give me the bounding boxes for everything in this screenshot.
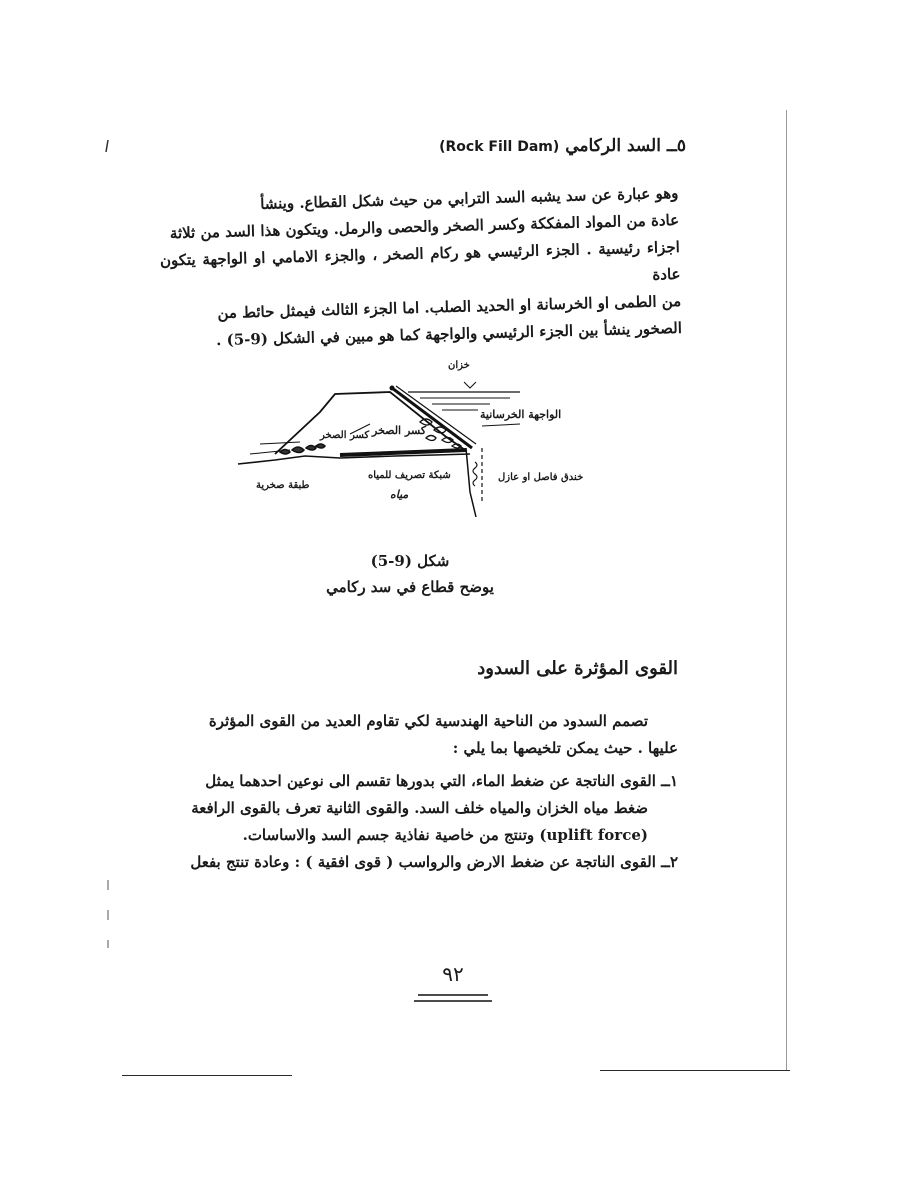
- label-drainage: شبكة تصريف للمياه: [368, 470, 451, 481]
- item1-line: ضغط مياه الخزان والمياه خلف السد. والقوى الثانية تعرف بالقوى الرافعة: [191, 799, 648, 817]
- label-concrete-face: الواجهة الخرسانية: [480, 408, 562, 421]
- label-handwritten-water: مياه: [390, 488, 409, 501]
- item1-line: ١ــ القوى الناتجة عن ضغط الماء، التي بدورها تقسم الى نوعين احدهما يمثل: [205, 772, 678, 790]
- section-paragraph: [158, 180, 682, 356]
- section-heading-english: (Rock Fill Dam): [439, 139, 560, 155]
- dam-diagram: [220, 352, 640, 527]
- intro-line: تصمم السدود من الناحية الهندسية لكي تقاوم العديد من القوى المؤثرة: [208, 712, 648, 730]
- intro-line: عليها . حيث يمكن تلخيصها بما يلي :: [452, 739, 678, 757]
- section-heading-title: السد الركامي: [565, 136, 661, 156]
- label-rock-layer: طبقة صخرية: [256, 480, 310, 491]
- caption-description: يوضح قطاع في سد ركامي: [326, 578, 494, 596]
- paragraph-line: اجزاء رئيسية . الجزء الرئيسي هو ركام الصخر ، والجزء الامامي او الواجهة يتكون عادة: [159, 237, 681, 284]
- caption-figure-number: شكل (9-5): [370, 552, 450, 570]
- scan-edge-bottom-left: [122, 1075, 292, 1076]
- label-reservoir: خزان: [448, 360, 470, 371]
- section-heading-number: ٥ــ: [666, 136, 686, 156]
- item1-line: (uplift force) وتنتج من خاصية نفاذية جسم السد والاساسات.: [242, 826, 648, 844]
- page-number-underline: [408, 991, 498, 1005]
- label-rock-fragments: كسر الصخر: [372, 424, 427, 437]
- forces-heading: القوى المؤثرة على السدود: [477, 658, 678, 679]
- scan-edge-bottom-right: [600, 1070, 790, 1071]
- scan-margin-marks: [104, 120, 112, 1020]
- paragraph-line: وهو عبارة عن سد يشبه السد الترابي من حيث شكل القطاع. وينشأ: [259, 183, 679, 213]
- scan-edge-right: [786, 110, 787, 1070]
- section-heading: [206, 136, 686, 156]
- page-number-value: ٩٢: [442, 962, 464, 986]
- paragraph-line: عادة من المواد المفككة وكسر الصخر والحصى والرمل. ويتكون هذا السد من ثلاثة: [169, 210, 680, 243]
- figure-caption: [280, 552, 540, 596]
- paragraph-line: من الطمى او الخرسانة او الحديد الصلب. اما الجزء الثالث فيمثل حائط من: [217, 291, 682, 323]
- dam-cross-section-figure: [220, 352, 640, 527]
- paragraph-line: الصخور ينشأ بين الجزء الرئيسي والواجهة كما هو مبين في الشكل (9-5) .: [215, 318, 683, 350]
- forces-list: [158, 768, 678, 876]
- label-trench: خندق فاصل او عازل: [498, 472, 584, 483]
- label-rock-fill: كسر الصخر: [320, 430, 370, 441]
- page-number: [408, 962, 498, 1010]
- forces-intro: [158, 708, 678, 762]
- item2-line: ٢ــ القوى الناتجة عن ضغط الارض والرواسب ( قوى افقية ) : وعادة تنتج بفعل: [190, 853, 678, 871]
